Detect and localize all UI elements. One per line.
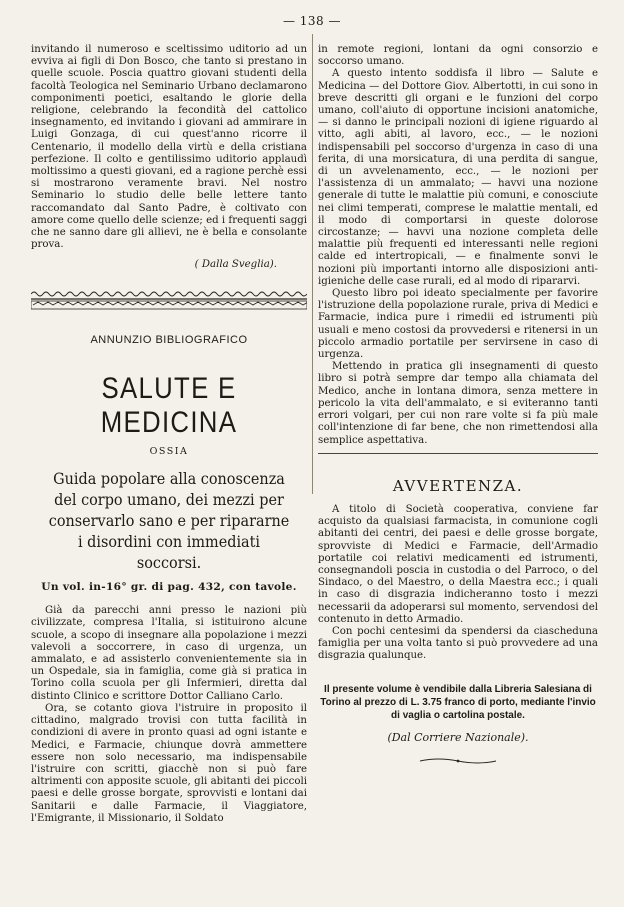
- ornamental-border: [31, 290, 307, 312]
- article-signature: ( Dalla Sveglia).: [194, 259, 277, 271]
- sale-notice: Il presente volume è vendibile dalla Libreria Salesiana di Torino al prezzo di L. 3.75 franco di porto, mediante l'invio di vaglia o cartolina postale.: [320, 683, 596, 721]
- paragraph: Già da parecchi anni presso le nazioni più civilizzate, compresa l'Italia, si istituirono alcune scuole, a scopo di insegnare alla popolazione i mezzi valevoli a soccorrere, in caso di urgenza, un ammalato, e ad assisterlo convenientemente sia in un Ospedale, sia in famiglia, come già si pratica in Torino colla scuola per gli Infermieri, diretta dal distinto Clinico e scrittore Dottor Calliano Carlo.: [31, 605, 307, 702]
- section-rule: [318, 453, 598, 454]
- page-number: — 138 —: [282, 14, 342, 28]
- book-subtitle: Guida popolare alla conoscenza del corpo umano, dei mezzi per conservarlo sano e per ripararne i disordini con immediati soccorsi.: [48, 469, 290, 573]
- column-divider: [312, 34, 313, 494]
- paragraph: Mettendo in pratica gli insegnamenti di questo libro si potrà sempre dar tempo alla chiamata del Medico, anche in lontana dimora, senza mettere in pericolo la vita dell'ammalato, e si eviteranno tanti errori volgari, per cui non rare volte si fa più male coll'intenzione di far bene, che non rimettendosi alla semplice aspettativa.: [318, 361, 598, 446]
- announcement-heading: ANNUNZIO BIBLIOGRAFICO: [90, 333, 248, 346]
- paragraph: A questo intento soddisfa il libro — Salute e Medicina — del Dottore Giov. Albertotti, in cui sono in breve descritti gli organi e le funzioni del corpo umano, coll'aiuto di opportune incisioni anatomiche, — si danno le principali nozioni di igiene riguardo al vitto, agli abiti, al lavoro, ecc., — le nozioni indispensabili pel soccorso d'urgenza in caso di una ferita, di una morsicatura, di una perdita di sangue, di un avvelenamento, ecc., — le nozioni per l'assistenza di un ammalato; — havvi una nozione generale di tutte le malattie più comuni, e conosciute nei climi temperati, comprese le malattie mentali, ed il modo di comportarsi in queste dolorose circostanze; — havvi una nozione completa delle malattie più frequenti ed interessanti nelle regioni calde ed intertropicali, — e finalmente sonvi le nozioni più importanti intorno alle disposizioni anti-igieniche delle case rurali, ed al modo di ripararvi.: [318, 68, 598, 287]
- flourish-ornament: [418, 756, 498, 766]
- source-attribution: (Dal Corriere Nazionale).: [387, 730, 529, 744]
- paragraph: A titolo di Società cooperativa, conviene far acquisto da qualsiasi farmacista, in comunione cogli abitanti dei centri, dei paesi e delle grosse borgate, sprovviste di Medici e Farmacie, dell'Armadio portatile coi relativi medicamenti ed istrumenti, consegnandoli poscia in custodia o del Parroco, o del Sindaco, o del Maestro, o della Maestra ecc.; i quali in caso di disgrazia indicheranno tosto i mezzi necessarii da adoperarsi sul momento, servendosi del contenuto in detto Armadio.: [318, 503, 598, 625]
- book-title: SALUTE E MEDICINA: [100, 371, 238, 439]
- article-continuation: invitando il numeroso e sceltissimo uditorio ad un evviva ai figli di Don Bosco, che tanto si prestano in quelle scuole. Poscia quattro giovani studenti della facoltà Teologica nel Seminario Urbano declamarono componimenti poetici, esaltando le glorie della religione, celebrando la fecondità del cattolico insegnamento, ed invitando i giovani ad ammirare in Luigi Gonzaga, di cui quest'anno ricorre il Centenario, il modello della virtù e della cristiana perfezione. Il colto e gentilissimo uditorio applaudì moltissimo a questi giovani, ed a ragione perchè essi si mostrarono veramente bravi. Nel nostro Seminario lo studio delle belle lettere tanto raccomandato dal Santo Padre, è coltivato con amore come quello delle scienze; ed i frequenti saggi che ne sanno dare gli allievi, ne è bella e consolante prova.: [31, 44, 307, 251]
- paragraph: Questo libro poi ideato specialmente per favorire l'istruzione della popolazione rurale, priva di Medici e Farmacie, indica pure i rimedii ed istrumenti più usuali e meno costosi da provvedersi e ritenersi in un piccolo armadio portatile per servirsene in caso di urgenza.: [318, 288, 598, 361]
- ossia-label: OSSIA: [149, 445, 189, 457]
- volume-info: Un vol. in-16° gr. di pag. 432, con tavole.: [41, 581, 297, 594]
- avvertenza-heading: AVVERTENZA.: [392, 476, 524, 495]
- right-column: [318, 44, 598, 766]
- left-column: [31, 44, 307, 825]
- paragraph-continuation: in remote regioni, lontani da ogni consorzio e soccorso umano.: [318, 44, 598, 68]
- paragraph: Con pochi centesimi da spendersi da ciascheduna famiglia per una volta tanto si può provvedere ad una disgrazia qualunque.: [318, 625, 598, 662]
- paragraph: Ora, se cotanto giova l'istruire in proposito il cittadino, malgrado trovisi con tutta facilità in condizioni di avere in pronto quasi ad ogni istante e Medici, e Farmacie, chiunque dovrà ammettere essere non solo necessario, ma indispensabile l'istruire con scritti, giacchè non si può fare altrimenti con apposite scuole, gli abitanti dei piccoli paesi e delle grosse borgate, sprovvisti e lontani dai Sanitarii e dalle Farmacie, il Viaggiatore, l'Emigrante, il Missionario, il Soldato: [31, 702, 307, 824]
